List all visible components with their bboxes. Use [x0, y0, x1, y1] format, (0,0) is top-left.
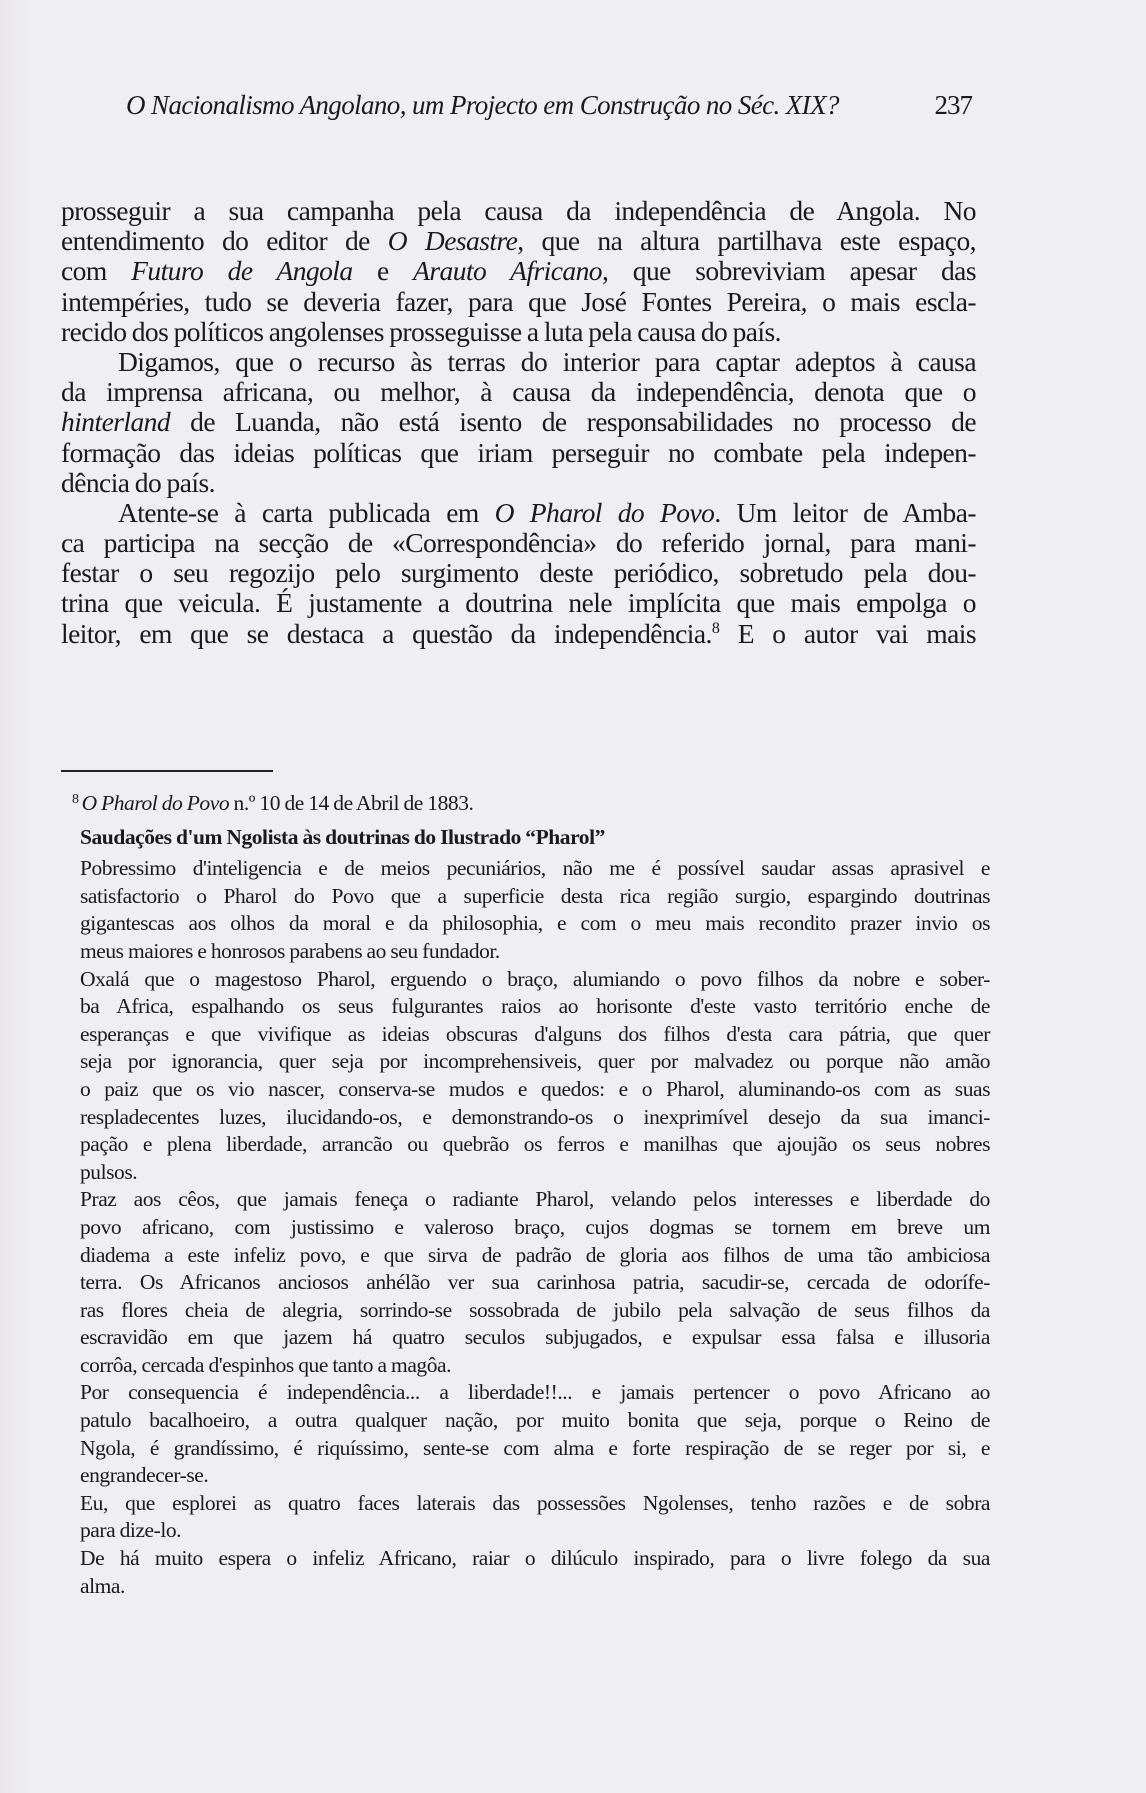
letter-paragraph-5 [80, 1490, 990, 1545]
letter-line: meus maiores e honrosos parabens ao seu fundador. [80, 938, 500, 963]
text-line: festar o seu regozijo pelo surgimento deste periódico, sobretudo pela dou- [61, 557, 976, 589]
text-line: ca participa na secção de «Correspondência» do referido jornal, para mani- [61, 527, 976, 559]
letter-line: esperanças e que vivifique as ideias obscuras d'alguns dos filhos d'esta cara pátria, que quer [80, 1021, 990, 1046]
newspaper-title: Arauto Africano [413, 255, 603, 287]
text-run: leitor, em que se destaca a questão da independência. [61, 617, 712, 649]
running-head [126, 90, 976, 130]
letter-line: alma. [80, 1573, 125, 1598]
text-run: Atente-se à carta publicada em [118, 496, 495, 528]
text-line: recido dos políticos angolenses prosseguisse a luta pela causa do país. [61, 315, 781, 347]
footnote-reference[interactable]: 8 [711, 619, 720, 637]
letter-line: povo africano, com justissimo e valeroso braço, cujos dogmas se tornem em breve um [80, 1214, 990, 1239]
text-run: , que na altura partilhava este espaço, [517, 225, 976, 257]
text-line [61, 407, 976, 437]
letter-line: ba Africa, espalhando os seus fulgurantes raios ao horisonte d'este vasto território enche de [80, 994, 990, 1019]
letter-line: Eu, que esplorei as quatro faces laterais das possessões Ngolenses, tenho razões e de sobra [80, 1490, 990, 1515]
letter-paragraph-4 [80, 1379, 990, 1489]
letter-line: satisfactorio o Pharol do Povo que a superficie desta rica região surgio, espargindo doutrinas [80, 883, 990, 908]
letter-line: seja por ignorancia, quer seja por incomprehensiveis, quer por malvadez ou porque não amão [80, 1049, 990, 1074]
letter-line: De há muito espera o infeliz Africano, raiar o dilúculo inspirado, para o livre folego da sua [80, 1546, 990, 1571]
letter-line: pulsos. [80, 1159, 138, 1184]
footnote-separator [61, 770, 273, 772]
letter-line: engrandecer-se. [80, 1463, 209, 1488]
letter-line: terra. Os Africanos anciosos anhélão ver sua carinhosa patria, sacudir-se, cercada de odorífe- [80, 1270, 990, 1295]
text-line: trina que veicula. É justamente a doutrina nele implícita que mais empolga o [61, 587, 976, 619]
letter-line: pação e plena liberdade, arrancão ou quebrão os ferros e manilhas que ajoujão os seus nobres [80, 1132, 990, 1157]
footnote-number: 8 [72, 792, 79, 807]
newspaper-title: Futuro de Angola [131, 255, 353, 287]
letter-line: Por consequencia é independência... a liberdade!!... e jamais pertencer o povo Africano ao [80, 1380, 990, 1405]
text-run: com [61, 255, 132, 287]
letter-line: Ngola, é grandíssimo, é riquíssimo, sente-se com alma e forte respiração de se reger por si, e [80, 1435, 990, 1460]
letter-line: Praz aos cêos, que jamais feneça o radiante Pharol, velando pelos interesses e liberdade do [80, 1187, 990, 1212]
newspaper-title: O Pharol do Povo [81, 791, 230, 815]
letter-paragraph-6 [80, 1545, 990, 1600]
text-line [61, 498, 976, 528]
text-run: de Luanda, não está isento de responsabilidades no processo de [170, 406, 976, 438]
text-run: . Um leitor de Amba- [714, 496, 977, 528]
letter-line: o paiz que os vio nascer, conserva-se mudos e quedos: e o Pharol, aluminando-os com as suas [80, 1076, 990, 1101]
page-gutter-shadow [0, 0, 30, 1793]
text-line: formação das ideias políticas que iriam perseguir no combate pela indepen- [61, 436, 976, 468]
letter-line: respladecentes luzes, ilucidando-os, e demonstrando-os o inexprimível desejo da sua imanci- [80, 1104, 990, 1129]
italic-term: hinterland [61, 406, 171, 438]
text-line: dência do país. [61, 466, 215, 498]
letter-line: Oxalá que o magestoso Pharol, erguendo o braço, alumiando o povo filhos da nobre e sober- [80, 966, 990, 991]
letter-line: patulo bacalhoeiro, a outra qualquer nação, por muito bonita que seja, porque o Reino de [80, 1408, 990, 1433]
text-line [61, 256, 976, 286]
body-text [61, 196, 976, 649]
text-run: E o autor vai mais [719, 617, 977, 649]
paragraph-2 [61, 347, 976, 498]
letter-line: para dize-lo. [80, 1518, 182, 1543]
text-line [61, 226, 976, 256]
letter-line: gigantescas aos olhos da moral e da philosophia, e com o meu mais recondito prazer invio os [80, 911, 990, 936]
letter-heading: Saudações d'um Ngolista às doutrinas do Ilustrado “Pharol” [80, 824, 605, 849]
letter-paragraph-2 [80, 966, 990, 1187]
footnote-8 [72, 790, 990, 1600]
text-run: , que sobreviviam apesar das [602, 255, 976, 287]
newspaper-title: O Desastre [387, 225, 518, 257]
text-line: Digamos, que o recurso às terras do interior para captar adeptos à causa [118, 345, 976, 377]
newspaper-title: O Pharol do Povo [494, 496, 715, 528]
running-title: O Nacionalismo Angolano, um Projecto em Construção no Séc. XIX? [126, 90, 839, 120]
text-line: intempéries, tudo se deveria fazer, para que José Fontes Pereira, o mais escla- [61, 285, 976, 317]
text-line: prosseguir a sua campanha pela causa da independência de Angola. No [61, 195, 976, 226]
letter-line: escravidão em que jazem há quatro seculos subjugados, e expulsar essa falsa e illusoria [80, 1325, 990, 1350]
paragraph-1 [61, 196, 976, 347]
text-line: da imprensa africana, ou melhor, à causa da independência, denota que o [61, 376, 976, 408]
text-line [61, 619, 976, 649]
letter-paragraph-1 [80, 855, 990, 965]
letter-paragraph-3 [80, 1186, 990, 1379]
letter-line: corrôa, cercada d'espinhos que tanto a magôa. [80, 1352, 452, 1377]
text-run: entendimento do editor de [61, 225, 388, 257]
page-number: 237 [934, 90, 972, 120]
footnote-source [72, 790, 990, 818]
paragraph-3 [61, 498, 976, 649]
letter-line: Pobressimo d'inteligencia e de meios pecuniários, não me é possível saudar assas aprasivel e [80, 856, 990, 881]
text-run: e [352, 255, 414, 287]
letter-line: ras flores cheia de alegria, sorrindo-se sossobrada de jubilo pela salvação de seus filhos da [80, 1297, 990, 1322]
letter-line: diadema a este infeliz povo, e que sirva de padrão de gloria aos filhos de uma tão ambiciosa [80, 1242, 990, 1267]
text-run: n.º 10 de 14 de Abril de 1883. [229, 791, 474, 815]
